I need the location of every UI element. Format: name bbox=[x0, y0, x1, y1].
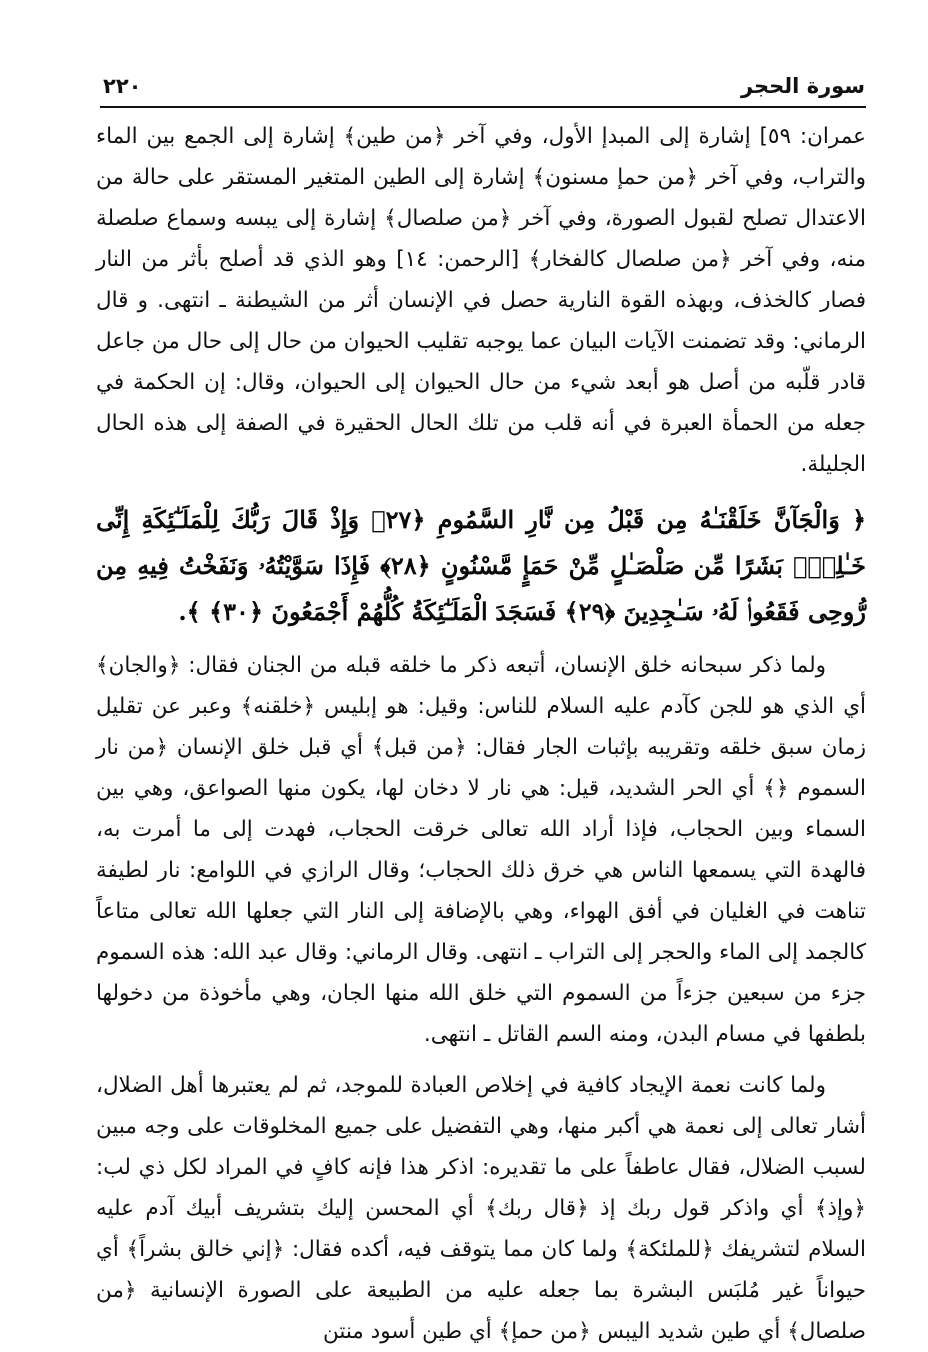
paragraph-2 bbox=[96, 645, 866, 1055]
text-line: الله تعالى متاعاً كالجمد إلى الماء والحجر إلى التراب ـ انتهى. وقال الرماني: وقال عبد bbox=[96, 899, 866, 965]
quran-passage bbox=[96, 497, 866, 635]
text-line: إلى حال من جاعل قادر قلّبه من أصل هو أبعد شيء من حال الحيوان إلى الحيوان، bbox=[96, 329, 866, 395]
text-line: عمران: ٥٩] إشارة إلى المبدإ الأول، وفي آخر ﴿من طين﴾ إشارة إلى الجمع بين الماء bbox=[96, 124, 866, 149]
page-body bbox=[96, 116, 866, 1352]
quran-line: الْمَلَـٰٓئِكَةُ كُلُّهُمْ أَجْمَعُونَ ﴿٣٠﴾ ﴾. bbox=[178, 597, 488, 626]
page-header bbox=[103, 70, 865, 102]
text-line: الإنسان ﴿من نار السموم ﴿﴾ أي الحر الشديد، قيل: هي نار لا دخان لها، يكون منها bbox=[96, 735, 866, 801]
page-number: ٢٢٠ bbox=[103, 74, 142, 98]
text-line: على وجه مبين لسبب الضلال، فقال عاطفاً على ما تقديره: اذكر هذا فإنه كافٍ في bbox=[96, 1114, 866, 1180]
text-line: بتشريف أبيك آدم عليه السلام لتشريفك ﴿للملئكة﴾ ولما كان مما يتوقف فيه، أكده bbox=[96, 1196, 866, 1262]
text-line: الله: هذه السموم جزء من سبعين جزءاً من السموم التي خلق الله منها الجان، وهي bbox=[96, 940, 866, 1006]
text-line: صلصلة منه، وفي آخر ﴿من صلصال كالفخار﴾ [الرحمن: ١٤] وهو الذي قد أصلح bbox=[96, 206, 866, 272]
text-line: الصورة الإنسانية ﴿من صلصال﴾ أي طين شديد اليبس ﴿من حمإ﴾ أي طين أسود منتن bbox=[96, 1278, 866, 1344]
text-line: وعبر عن تقليل زمان سبق خلقه وتقريبه بإثبات الجار فقال: ﴿من قبل﴾ أي قبل خلق bbox=[96, 694, 866, 760]
header-divider bbox=[100, 106, 866, 108]
text-line: الاعتدال تصلح لقبول الصورة، وفي آخر ﴿من صلصال﴾ إشارة إلى يبسه وسماع bbox=[166, 206, 866, 231]
text-line: ولما ذكر سبحانه خلق الإنسان، أتبعه ذكر ما خلقه قبله من الجنان فقال: bbox=[188, 653, 826, 678]
text-line: اللوامع: نار لطيفة تناهت في الغليان في أفق الهواء، وهي بالإضافة إلى النار التي جعلها bbox=[96, 858, 866, 924]
quran-line: صَلْصَـٰلٍ مِّنْ حَمَإٍ مَّسْنُونٍ ﴿٢٨﴾ فَإِذَا سَوَّيْتُهُۥ وَنَفَخْتُ فِيهِ مِن رُّوحِى فَقَعُوا۟ لَهُۥ سَـٰجِدِينَ ﴿٢٩﴾ فَسَجَدَ bbox=[96, 551, 866, 626]
surah-title: سورة الحجر bbox=[740, 74, 865, 98]
text-line: ﴿والجان﴾ أي الذي هو للجن كآدم عليه السلام للناس: وقيل: هو إبليس ﴿خلقنه﴾ bbox=[96, 653, 866, 719]
text-line: الصفة إلى هذه الحال الجليلة. bbox=[96, 411, 866, 477]
text-line: الصواعق، وهي بين السماء وبين الحجاب، فإذا أراد الله تعالى خرقت الحجاب، فهدت bbox=[96, 776, 866, 842]
text-line: والتراب، وفي آخر ﴿من حمإ مسنون﴾ إشارة إلى الطين المتغير المستقر على حالة من bbox=[96, 165, 866, 190]
paragraph-1 bbox=[96, 116, 866, 485]
text-line: مأخوذة من دخولها بلطفها في مسام البدن، ومنه السم القاتل ـ انتهى. bbox=[96, 981, 866, 1047]
text-line: فقال: ﴿إني خالق بشراً﴾ أي حيواناً غير مُلبَس البشرة بما جعله عليه من الطبيعة على bbox=[96, 1237, 866, 1303]
quran-line: ﴿ وَالْجَآنَّ خَلَقْنَـٰهُ مِن قَبْلُ مِن نَّارِ السَّمُومِ ﴿٢٧﴾ وَإِذْ قَالَ رَبُّكَ لِلْمَلَـٰٓئِكَةِ إِنِّى خَـٰلِقٌۢ بَشَرًا مِّن bbox=[96, 505, 867, 580]
text-line: الضلال، أشار تعالى إلى نعمة هي أكبر منها، وهي التفضيل على جميع المخلوقات bbox=[96, 1073, 866, 1139]
text-line: إلى ما أمرت به، فالهدة التي يسمعها الناس هي خرق ذلك الحجاب؛ وقال الرازي في bbox=[96, 817, 866, 883]
text-line: وقال: إن الحكمة في جعله من الحمأة العبرة في أنه قلب من تلك الحال الحقيرة في bbox=[96, 370, 866, 436]
text-line: ولما كانت نعمة الإيجاد كافية في إخلاص العبادة للموجد، ثم لم يعتبرها أهل bbox=[170, 1073, 826, 1098]
text-line: انتهى. و قال الرماني: وقد تضمنت الآيات البيان عما يوجبه تقليب الحيوان من حال bbox=[96, 288, 866, 354]
text-line: بأثر من النار فصار كالخذف، وبهذه القوة النارية حصل في الإنسان أثر من الشيطنة ـ bbox=[96, 247, 866, 313]
text-line: المراد لكل ذي لب: ﴿وإذ﴾ أي واذكر قول ربك إذ ﴿قال ربك﴾ أي المحسن إليك bbox=[96, 1155, 866, 1221]
paragraph-3 bbox=[96, 1065, 866, 1352]
